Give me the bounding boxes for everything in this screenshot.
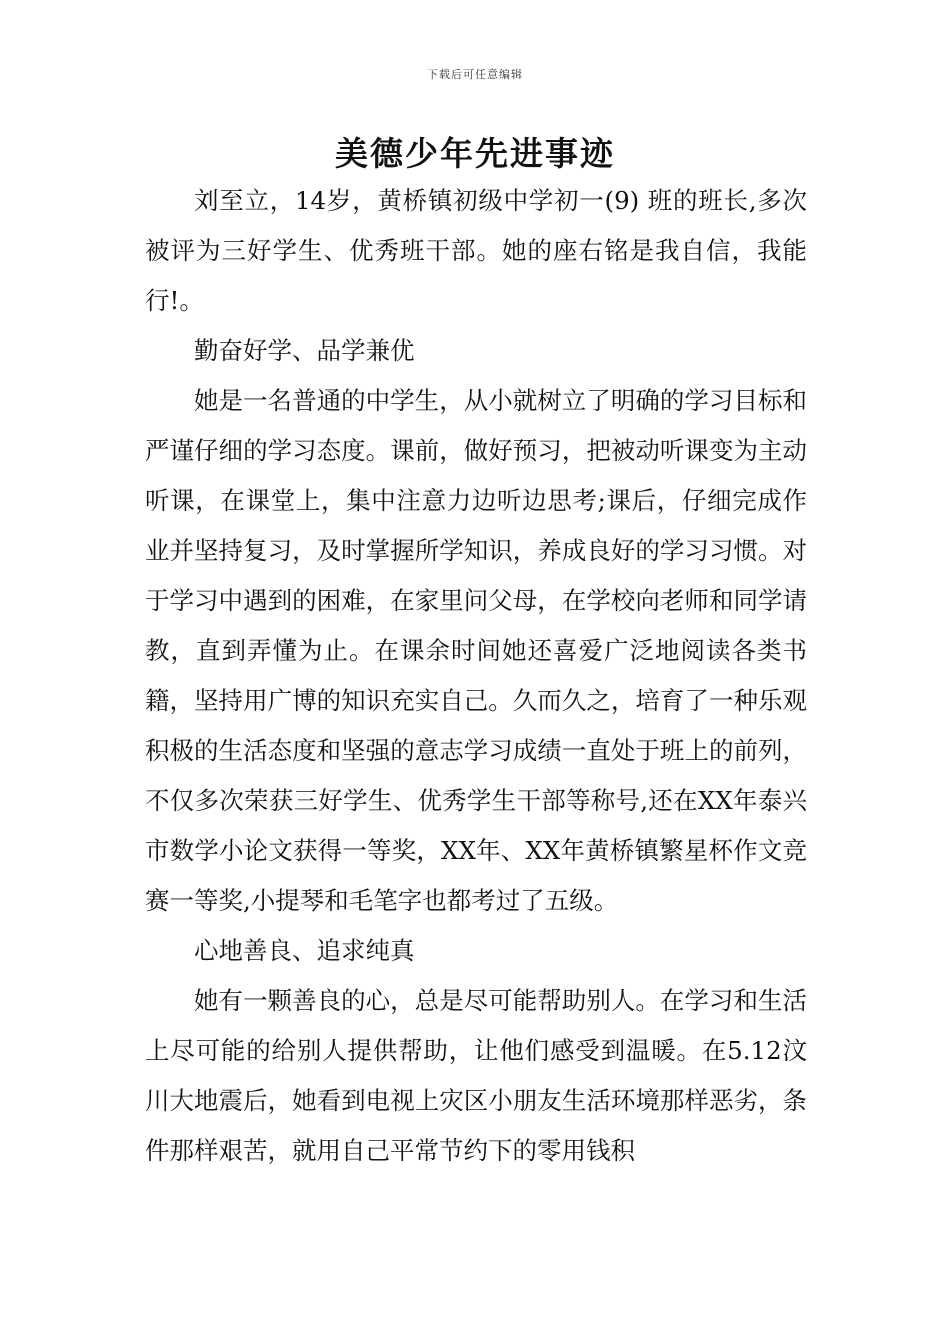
paragraph-kindness: 她有一颗善良的心，总是尽可能帮助别人。在学习和生活上尽可能的给别人提供帮助，让他们感受到温暖。在5.12汶川大地震后，她看到电视上灾区小朋友生活环境那样恶劣，条件那样艰苦，就用自己平常节约下的零用钱积 — [145, 986, 807, 1165]
paragraph-intro: 刘至立，14岁，黄桥镇初级中学初一(9) 班的班长,多次被评为三好学生、优秀班干部。她的座右铭是我自信，我能行!。 — [145, 186, 807, 315]
paragraph-study: 她是一名普通的中学生，从小就树立了明确的学习目标和严谨仔细的学习态度。课前，做好预习，把被动听课变为主动听课，在课堂上，集中注意力边听边思考;课后，仔细完成作业并坚持复习，及时掌握所学知识，养成良好的学习习惯。对于学习中遇到的困难，在家里问父母，在学校向老师和同学请教，直到弄懂为止。在课余时间她还喜爱广泛地阅读各类书籍，坚持用广博的知识充实自己。久而久之，培育了一种乐观积极的生活态度和坚强的意志学习成绩一直处于班上的前列，不仅多次荣获三好学生、优秀学生干部等称号,还在XX年泰兴市数学小论文获得一等奖，XX年、XX年黄桥镇繁星杯作文竞赛一等奖,小提琴和毛笔字也都考过了五级。 — [145, 386, 807, 915]
section-heading-study: 勤奋好学、品学兼优 — [194, 336, 415, 365]
document-body — [145, 176, 807, 1176]
section-heading-kindness: 心地善良、追求纯真 — [194, 936, 415, 965]
header-note: 下载后可任意编辑 — [427, 68, 523, 81]
document-title: 美德少年先进事迹 — [335, 134, 615, 173]
